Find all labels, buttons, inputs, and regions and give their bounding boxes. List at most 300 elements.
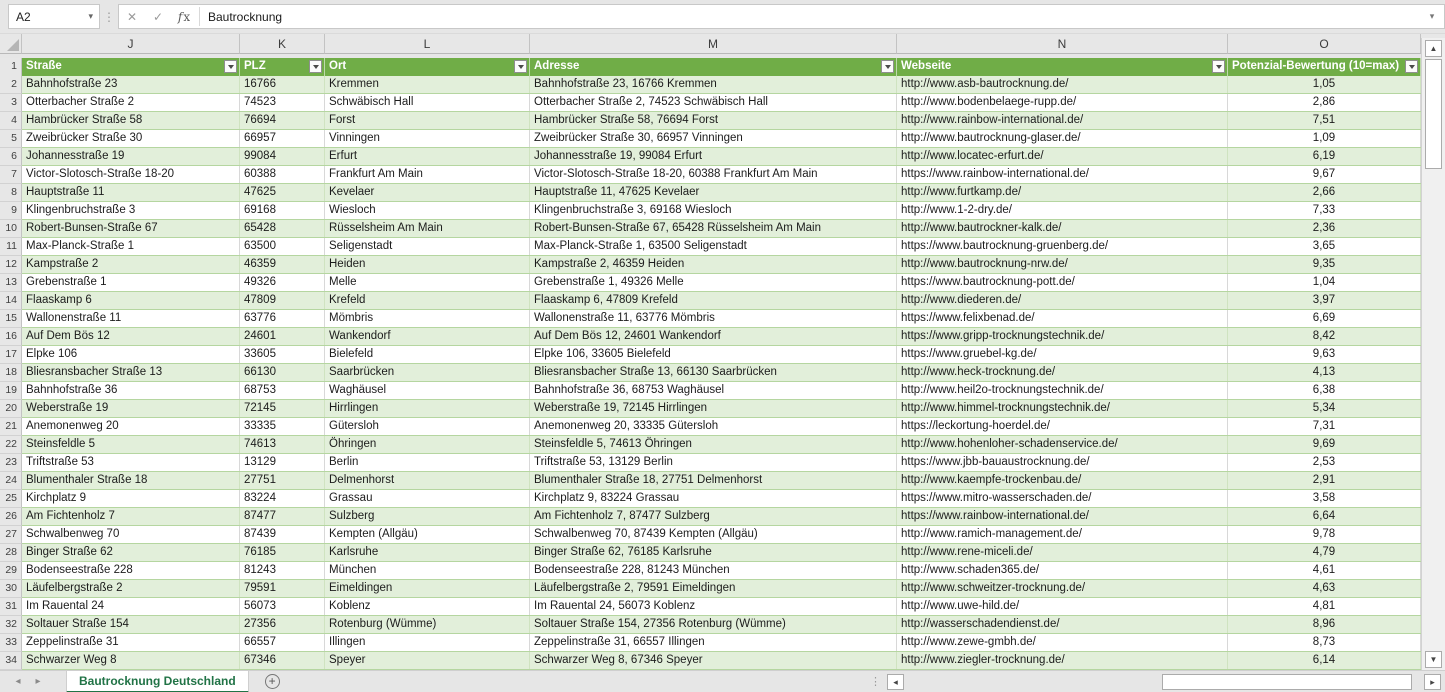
row-number[interactable]: 32: [0, 616, 22, 634]
cell-adresse[interactable]: Läufelbergstraße 2, 79591 Eimeldingen: [530, 580, 897, 597]
cell-webseite[interactable]: https://www.mitro-wasserschaden.de/: [897, 490, 1228, 507]
cell-ort[interactable]: Hirrlingen: [325, 400, 530, 417]
row-number[interactable]: 5: [0, 130, 22, 148]
h-scroll-track[interactable]: [906, 674, 1422, 690]
cell-strasse[interactable]: Klingenbruchstraße 3: [22, 202, 240, 219]
cell-rating[interactable]: 9,78: [1228, 526, 1421, 543]
column-header-L[interactable]: L: [325, 34, 530, 54]
cell-ort[interactable]: Illingen: [325, 634, 530, 651]
cell-rating[interactable]: 8,96: [1228, 616, 1421, 633]
cell-plz[interactable]: 13129: [240, 454, 325, 471]
cell-rating[interactable]: 4,79: [1228, 544, 1421, 561]
row-number[interactable]: 17: [0, 346, 22, 364]
row-number[interactable]: 26: [0, 508, 22, 526]
table-header-row: [0, 58, 1421, 76]
cell-adresse[interactable]: Wallonenstraße 11, 63776 Mömbris: [530, 310, 897, 327]
cell-webseite[interactable]: http://www.1-2-dry.de/: [897, 202, 1228, 219]
cell-strasse[interactable]: Auf Dem Bös 12: [22, 328, 240, 345]
cell-plz[interactable]: 27356: [240, 616, 325, 633]
cell-strasse[interactable]: Schwalbenweg 70: [22, 526, 240, 543]
cell-ort[interactable]: Kempten (Allgäu): [325, 526, 530, 543]
cell-ort[interactable]: Schwäbisch Hall: [325, 94, 530, 111]
cell-webseite[interactable]: https://www.gripp-trocknungstechnik.de/: [897, 328, 1228, 345]
cell-strasse[interactable]: Victor-Slotosch-Straße 18-20: [22, 166, 240, 183]
cell-strasse[interactable]: Flaaskamp 6: [22, 292, 240, 309]
cell-strasse[interactable]: Binger Straße 62: [22, 544, 240, 561]
name-box[interactable]: [8, 4, 100, 29]
header-cell-adresse[interactable]: [530, 58, 897, 76]
cell-webseite[interactable]: http://www.asb-bautrocknung.de/: [897, 76, 1228, 93]
v-scroll-thumb[interactable]: [1425, 59, 1442, 169]
table-row: [0, 544, 1421, 562]
cell-plz[interactable]: 49326: [240, 274, 325, 291]
cell-ort[interactable]: Forst: [325, 112, 530, 129]
cell-rating[interactable]: 6,69: [1228, 310, 1421, 327]
row-number[interactable]: 3: [0, 94, 22, 112]
row-number[interactable]: 1: [0, 58, 22, 77]
header-cell-ort[interactable]: [325, 58, 530, 76]
cell-strasse[interactable]: Hambrücker Straße 58: [22, 112, 240, 129]
cell-ort[interactable]: Vinningen: [325, 130, 530, 147]
vertical-scrollbar[interactable]: [1421, 38, 1445, 670]
cell-plz[interactable]: 24601: [240, 328, 325, 345]
cell-webseite[interactable]: http://www.himmel-trocknungstechnik.de/: [897, 400, 1228, 417]
cell-ort[interactable]: Öhringen: [325, 436, 530, 453]
cell-adresse[interactable]: Schwalbenweg 70, 87439 Kempten (Allgäu): [530, 526, 897, 543]
cell-rating[interactable]: 8,73: [1228, 634, 1421, 651]
table-row: [0, 490, 1421, 508]
row-number[interactable]: 21: [0, 418, 22, 436]
cell-plz[interactable]: 33605: [240, 346, 325, 363]
cell-strasse[interactable]: Wallonenstraße 11: [22, 310, 240, 327]
cell-rating[interactable]: 3,97: [1228, 292, 1421, 309]
row-number[interactable]: 30: [0, 580, 22, 598]
cell-rating[interactable]: 2,53: [1228, 454, 1421, 471]
cell-strasse[interactable]: Schwarzer Weg 8: [22, 652, 240, 669]
row-number[interactable]: 14: [0, 292, 22, 310]
filter-chevron-icon: [1409, 65, 1415, 69]
cell-adresse[interactable]: Blumenthaler Straße 18, 27751 Delmenhorst: [530, 472, 897, 489]
table-row: [0, 634, 1421, 652]
cell-rating[interactable]: 9,35: [1228, 256, 1421, 273]
cell-plz[interactable]: 76185: [240, 544, 325, 561]
cell-rating[interactable]: 7,51: [1228, 112, 1421, 129]
sheet-tab-active[interactable]: [66, 671, 249, 692]
cell-adresse[interactable]: Flaaskamp 6, 47809 Krefeld: [530, 292, 897, 309]
row-number[interactable]: 13: [0, 274, 22, 292]
cell-webseite[interactable]: http://www.schweitzer-trocknung.de/: [897, 580, 1228, 597]
cell-strasse[interactable]: Kirchplatz 9: [22, 490, 240, 507]
header-label: Webseite: [901, 60, 952, 72]
cell-strasse[interactable]: Zeppelinstraße 31: [22, 634, 240, 651]
cell-webseite[interactable]: https://www.jbb-bauaustrocknung.de/: [897, 454, 1228, 471]
filter-button-webseite[interactable]: [1212, 60, 1225, 73]
cell-strasse[interactable]: Bahnhofstraße 36: [22, 382, 240, 399]
cell-rating[interactable]: 2,66: [1228, 184, 1421, 201]
cell-rating[interactable]: 4,13: [1228, 364, 1421, 381]
table-row: [0, 256, 1421, 274]
table-row: [0, 454, 1421, 472]
cell-plz[interactable]: 65428: [240, 220, 325, 237]
cell-ort[interactable]: Rüsselsheim Am Main: [325, 220, 530, 237]
row-number[interactable]: 33: [0, 634, 22, 652]
cell-strasse[interactable]: Läufelbergstraße 2: [22, 580, 240, 597]
row-number[interactable]: 24: [0, 472, 22, 490]
cell-ort[interactable]: Grassau: [325, 490, 530, 507]
formula-bar-grip-icon[interactable]: ⋮: [103, 9, 115, 24]
cell-ort[interactable]: Rotenburg (Wümme): [325, 616, 530, 633]
cell-adresse[interactable]: Bahnhofstraße 23, 16766 Kremmen: [530, 76, 897, 93]
row-number[interactable]: 6: [0, 148, 22, 166]
cell-webseite[interactable]: http://www.kaempfe-trockenbau.de/: [897, 472, 1228, 489]
filter-button-ort[interactable]: [514, 60, 527, 73]
row-number[interactable]: 19: [0, 382, 22, 400]
row-number[interactable]: 25: [0, 490, 22, 508]
cell-ort[interactable]: Wankendorf: [325, 328, 530, 345]
row-number[interactable]: 31: [0, 598, 22, 616]
row-number[interactable]: 27: [0, 526, 22, 544]
cell-adresse[interactable]: Hambrücker Straße 58, 76694 Forst: [530, 112, 897, 129]
cell-adresse[interactable]: Bodenseestraße 228, 81243 München: [530, 562, 897, 579]
column-header-O[interactable]: O: [1228, 34, 1421, 54]
cell-strasse[interactable]: Weberstraße 19: [22, 400, 240, 417]
cell-adresse[interactable]: Otterbacher Straße 2, 74523 Schwäbisch Hall: [530, 94, 897, 111]
cell-adresse[interactable]: Bliesransbacher Straße 13, 66130 Saarbrücken: [530, 364, 897, 381]
cell-rating[interactable]: 2,86: [1228, 94, 1421, 111]
cell-webseite[interactable]: http://www.rene-miceli.de/: [897, 544, 1228, 561]
cell-plz[interactable]: 46359: [240, 256, 325, 273]
select-all-triangle-icon: [7, 39, 19, 51]
row-number[interactable]: 2: [0, 76, 22, 94]
cell-rating[interactable]: 6,19: [1228, 148, 1421, 165]
formula-input[interactable]: Bautrocknung: [208, 9, 283, 24]
cell-adresse[interactable]: Triftstraße 53, 13129 Berlin: [530, 454, 897, 471]
header-cell-webseite[interactable]: [897, 58, 1228, 76]
cell-plz[interactable]: 76694: [240, 112, 325, 129]
row-number[interactable]: 20: [0, 400, 22, 418]
cell-rating[interactable]: 1,05: [1228, 76, 1421, 93]
cell-rating[interactable]: 1,04: [1228, 274, 1421, 291]
cell-strasse[interactable]: Otterbacher Straße 2: [22, 94, 240, 111]
cell-rating[interactable]: 6,38: [1228, 382, 1421, 399]
cell-strasse[interactable]: Johannesstraße 19: [22, 148, 240, 165]
h-scroll-left-button[interactable]: ◂: [887, 674, 904, 690]
header-label: Straße: [26, 60, 62, 72]
h-scroll-right-button[interactable]: ▸: [1424, 674, 1441, 690]
cell-rating[interactable]: 8,42: [1228, 328, 1421, 345]
header-cell-strasse[interactable]: [22, 58, 240, 76]
cell-plz[interactable]: 83224: [240, 490, 325, 507]
cell-webseite[interactable]: https://www.bautrocknung-pott.de/: [897, 274, 1228, 291]
table-row: [0, 562, 1421, 580]
cell-rating[interactable]: 1,09: [1228, 130, 1421, 147]
filter-button-plz[interactable]: [309, 60, 322, 73]
cell-ort[interactable]: Koblenz: [325, 598, 530, 615]
enter-icon[interactable]: ✓: [152, 9, 164, 24]
cell-rating[interactable]: 6,64: [1228, 508, 1421, 525]
cell-plz[interactable]: 74613: [240, 436, 325, 453]
row-number[interactable]: 4: [0, 112, 22, 130]
cell-adresse[interactable]: Bahnhofstraße 36, 68753 Waghäusel: [530, 382, 897, 399]
cell-strasse[interactable]: Bahnhofstraße 23: [22, 76, 240, 93]
header-label: Ort: [329, 60, 347, 72]
cell-strasse[interactable]: Max-Planck-Straße 1: [22, 238, 240, 255]
cell-plz[interactable]: 47809: [240, 292, 325, 309]
cell-ort[interactable]: Krefeld: [325, 292, 530, 309]
cell-ort[interactable]: Eimeldingen: [325, 580, 530, 597]
header-cell-plz[interactable]: [240, 58, 325, 76]
cell-plz[interactable]: 99084: [240, 148, 325, 165]
cell-webseite[interactable]: http://www.rainbow-international.de/: [897, 112, 1228, 129]
cell-webseite[interactable]: http://www.diederen.de/: [897, 292, 1228, 309]
cell-webseite[interactable]: http://www.bautrocknung-nrw.de/: [897, 256, 1228, 273]
cell-adresse[interactable]: Klingenbruchstraße 3, 69168 Wiesloch: [530, 202, 897, 219]
cell-webseite[interactable]: https://www.felixbenad.de/: [897, 310, 1228, 327]
cell-strasse[interactable]: Triftstraße 53: [22, 454, 240, 471]
cell-rating[interactable]: 4,61: [1228, 562, 1421, 579]
cell-webseite[interactable]: https://www.bautrocknung-gruenberg.de/: [897, 238, 1228, 255]
cell-ort[interactable]: Berlin: [325, 454, 530, 471]
cell-strasse[interactable]: Soltauer Straße 154: [22, 616, 240, 633]
cell-ort[interactable]: Frankfurt Am Main: [325, 166, 530, 183]
row-number[interactable]: 29: [0, 562, 22, 580]
cell-strasse[interactable]: Im Rauental 24: [22, 598, 240, 615]
select-all-button[interactable]: [0, 34, 22, 54]
cell-rating[interactable]: 4,81: [1228, 598, 1421, 615]
sheet-tab-label: Bautrocknung Deutschland: [79, 673, 236, 688]
add-sheet-button[interactable]: +: [265, 674, 280, 689]
cell-adresse[interactable]: Zeppelinstraße 31, 66557 Illingen: [530, 634, 897, 651]
cell-plz[interactable]: 74523: [240, 94, 325, 111]
cell-ort[interactable]: Heiden: [325, 256, 530, 273]
table-row: [0, 580, 1421, 598]
scroll-down-button[interactable]: ▼: [1425, 651, 1442, 668]
cell-adresse[interactable]: Im Rauental 24, 56073 Koblenz: [530, 598, 897, 615]
table-row: [0, 94, 1421, 112]
cell-webseite[interactable]: http://www.heil2o-trocknungstechnik.de/: [897, 382, 1228, 399]
cell-strasse[interactable]: Zweibrücker Straße 30: [22, 130, 240, 147]
cell-ort[interactable]: Erfurt: [325, 148, 530, 165]
cell-rating[interactable]: 7,31: [1228, 418, 1421, 435]
cell-plz[interactable]: 63500: [240, 238, 325, 255]
cell-adresse[interactable]: Am Fichtenholz 7, 87477 Sulzberg: [530, 508, 897, 525]
cell-rating[interactable]: 9,67: [1228, 166, 1421, 183]
cell-plz[interactable]: 69168: [240, 202, 325, 219]
cell-ort[interactable]: Karlsruhe: [325, 544, 530, 561]
row-number[interactable]: 23: [0, 454, 22, 472]
cell-strasse[interactable]: Robert-Bunsen-Straße 67: [22, 220, 240, 237]
column-header-K[interactable]: K: [240, 34, 325, 54]
row-number[interactable]: 15: [0, 310, 22, 328]
column-header-J[interactable]: J: [22, 34, 240, 54]
cell-webseite[interactable]: http://www.bodenbelaege-rupp.de/: [897, 94, 1228, 111]
cell-ort[interactable]: Melle: [325, 274, 530, 291]
filter-button-adresse[interactable]: [881, 60, 894, 73]
cell-ort[interactable]: Mömbris: [325, 310, 530, 327]
cell-strasse[interactable]: Bliesransbacher Straße 13: [22, 364, 240, 381]
cell-ort[interactable]: Seligenstadt: [325, 238, 530, 255]
row-number[interactable]: 8: [0, 184, 22, 202]
row-number[interactable]: 22: [0, 436, 22, 454]
cell-adresse[interactable]: Robert-Bunsen-Straße 67, 65428 Rüsselsheim Am Main: [530, 220, 897, 237]
formula-divider: [199, 7, 200, 26]
cell-ort[interactable]: Kevelaer: [325, 184, 530, 201]
cell-strasse[interactable]: Anemonenweg 20: [22, 418, 240, 435]
name-box-chevron-icon[interactable]: ▾: [88, 11, 93, 21]
cell-ort[interactable]: Saarbrücken: [325, 364, 530, 381]
cell-strasse[interactable]: Hauptstraße 11: [22, 184, 240, 201]
cell-plz[interactable]: 33335: [240, 418, 325, 435]
column-header-N[interactable]: N: [897, 34, 1228, 54]
cell-plz[interactable]: 81243: [240, 562, 325, 579]
cell-adresse[interactable]: Max-Planck-Straße 1, 63500 Seligenstadt: [530, 238, 897, 255]
cell-plz[interactable]: 66957: [240, 130, 325, 147]
header-label: Adresse: [534, 60, 580, 72]
row-number[interactable]: 28: [0, 544, 22, 562]
h-scroll-thumb[interactable]: [1162, 674, 1412, 690]
cell-rating[interactable]: 9,63: [1228, 346, 1421, 363]
cell-rating[interactable]: 4,63: [1228, 580, 1421, 597]
cell-webseite[interactable]: http://www.hohenloher-schadenservice.de/: [897, 436, 1228, 453]
cell-strasse[interactable]: Am Fichtenholz 7: [22, 508, 240, 525]
cell-plz[interactable]: 79591: [240, 580, 325, 597]
cell-plz[interactable]: 66130: [240, 364, 325, 381]
cell-rating[interactable]: 6,14: [1228, 652, 1421, 669]
row-number[interactable]: 16: [0, 328, 22, 346]
row-number[interactable]: 11: [0, 238, 22, 256]
cell-plz[interactable]: 16766: [240, 76, 325, 93]
cell-plz[interactable]: 72145: [240, 400, 325, 417]
row-number[interactable]: 10: [0, 220, 22, 238]
sheet-nav-prev-button[interactable]: ◂: [15, 676, 21, 687]
cell-plz[interactable]: 63776: [240, 310, 325, 327]
cell-ort[interactable]: Waghäusel: [325, 382, 530, 399]
cell-webseite[interactable]: http://www.ziegler-trocknung.de/: [897, 652, 1228, 669]
cell-ort[interactable]: Wiesloch: [325, 202, 530, 219]
cell-strasse[interactable]: Grebenstraße 1: [22, 274, 240, 291]
row-number[interactable]: 9: [0, 202, 22, 220]
cell-adresse[interactable]: Zweibrücker Straße 30, 66957 Vinningen: [530, 130, 897, 147]
cell-webseite[interactable]: https://www.rainbow-international.de/: [897, 166, 1228, 183]
cell-webseite[interactable]: http://wasserschadendienst.de/: [897, 616, 1228, 633]
cell-plz[interactable]: 67346: [240, 652, 325, 669]
cell-adresse[interactable]: Soltauer Straße 154, 27356 Rotenburg (Wümme): [530, 616, 897, 633]
cell-strasse[interactable]: Kampstraße 2: [22, 256, 240, 273]
cell-plz[interactable]: 87439: [240, 526, 325, 543]
table-row: [0, 238, 1421, 256]
cell-adresse[interactable]: Binger Straße 62, 76185 Karlsruhe: [530, 544, 897, 561]
cell-adresse[interactable]: Elpke 106, 33605 Bielefeld: [530, 346, 897, 363]
table-row: [0, 166, 1421, 184]
top-chrome: [0, 0, 1445, 58]
cell-rating[interactable]: 2,91: [1228, 472, 1421, 489]
cell-plz[interactable]: 56073: [240, 598, 325, 615]
header-cell-rating[interactable]: [1228, 58, 1421, 76]
cell-adresse[interactable]: Johannesstraße 19, 99084 Erfurt: [530, 148, 897, 165]
table-row: [0, 400, 1421, 418]
cell-ort[interactable]: Sulzberg: [325, 508, 530, 525]
cell-webseite[interactable]: http://www.uwe-hild.de/: [897, 598, 1228, 615]
cell-plz[interactable]: 87477: [240, 508, 325, 525]
cell-ort[interactable]: München: [325, 562, 530, 579]
filter-button-strasse[interactable]: [224, 60, 237, 73]
cell-ort[interactable]: Kremmen: [325, 76, 530, 93]
column-header-M[interactable]: M: [530, 34, 897, 54]
cancel-icon[interactable]: ✕: [126, 9, 138, 24]
cell-webseite[interactable]: https://leckortung-hoerdel.de/: [897, 418, 1228, 435]
cell-adresse[interactable]: Grebenstraße 1, 49326 Melle: [530, 274, 897, 291]
cell-rating[interactable]: 5,34: [1228, 400, 1421, 417]
row-number[interactable]: 34: [0, 652, 22, 670]
cell-rating[interactable]: 3,58: [1228, 490, 1421, 507]
cell-adresse[interactable]: Kirchplatz 9, 83224 Grassau: [530, 490, 897, 507]
table-row: [0, 652, 1421, 670]
cell-adresse[interactable]: Victor-Slotosch-Straße 18-20, 60388 Frankfurt Am Main: [530, 166, 897, 183]
cell-ort[interactable]: Speyer: [325, 652, 530, 669]
cell-webseite[interactable]: https://www.gruebel-kg.de/: [897, 346, 1228, 363]
cell-plz[interactable]: 27751: [240, 472, 325, 489]
cell-rating[interactable]: 2,36: [1228, 220, 1421, 237]
cell-ort[interactable]: Gütersloh: [325, 418, 530, 435]
cell-webseite[interactable]: http://www.ramich-management.de/: [897, 526, 1228, 543]
cell-strasse[interactable]: Elpke 106: [22, 346, 240, 363]
cell-rating[interactable]: 3,65: [1228, 238, 1421, 255]
scrollbar-split-grip[interactable]: ⋮: [870, 676, 881, 688]
cell-strasse[interactable]: Blumenthaler Straße 18: [22, 472, 240, 489]
sheet-nav-next-button[interactable]: ▸: [35, 676, 41, 687]
cell-plz[interactable]: 60388: [240, 166, 325, 183]
table-row: [0, 364, 1421, 382]
cell-rating[interactable]: 7,33: [1228, 202, 1421, 219]
cell-adresse[interactable]: Kampstraße 2, 46359 Heiden: [530, 256, 897, 273]
cell-adresse[interactable]: Schwarzer Weg 8, 67346 Speyer: [530, 652, 897, 669]
filter-chevron-icon: [885, 65, 891, 69]
formula-bar-expand-icon[interactable]: ▾: [1429, 11, 1435, 21]
row-number[interactable]: 12: [0, 256, 22, 274]
cell-webseite[interactable]: https://www.rainbow-international.de/: [897, 508, 1228, 525]
cell-adresse[interactable]: Weberstraße 19, 72145 Hirrlingen: [530, 400, 897, 417]
cell-webseite[interactable]: http://www.locatec-erfurt.de/: [897, 148, 1228, 165]
cell-webseite[interactable]: http://www.schaden365.de/: [897, 562, 1228, 579]
cell-webseite[interactable]: http://www.bautrockner-kalk.de/: [897, 220, 1228, 237]
cell-adresse[interactable]: Hauptstraße 11, 47625 Kevelaer: [530, 184, 897, 201]
cell-webseite[interactable]: http://www.heck-trocknung.de/: [897, 364, 1228, 381]
row-number[interactable]: 18: [0, 364, 22, 382]
cell-strasse[interactable]: Bodenseestraße 228: [22, 562, 240, 579]
header-label: PLZ: [244, 60, 266, 72]
filter-button-rating[interactable]: [1405, 60, 1418, 73]
table-row: [0, 184, 1421, 202]
table-row: [0, 76, 1421, 94]
cell-adresse[interactable]: Anemonenweg 20, 33335 Gütersloh: [530, 418, 897, 435]
cell-webseite[interactable]: http://www.furtkamp.de/: [897, 184, 1228, 201]
scroll-up-button[interactable]: ▲: [1425, 40, 1442, 57]
cell-webseite[interactable]: http://www.zewe-gmbh.de/: [897, 634, 1228, 651]
cell-plz[interactable]: 66557: [240, 634, 325, 651]
row-number[interactable]: 7: [0, 166, 22, 184]
cell-adresse[interactable]: Auf Dem Bös 12, 24601 Wankendorf: [530, 328, 897, 345]
cell-adresse[interactable]: Steinsfeldle 5, 74613 Öhringen: [530, 436, 897, 453]
cell-ort[interactable]: Delmenhorst: [325, 472, 530, 489]
cell-plz[interactable]: 47625: [240, 184, 325, 201]
cell-webseite[interactable]: http://www.bautrocknung-glaser.de/: [897, 130, 1228, 147]
cell-ort[interactable]: Bielefeld: [325, 346, 530, 363]
table-row: [0, 328, 1421, 346]
cell-strasse[interactable]: Steinsfeldle 5: [22, 436, 240, 453]
insert-function-icon[interactable]: fx: [177, 9, 191, 24]
cell-plz[interactable]: 68753: [240, 382, 325, 399]
cell-rating[interactable]: 9,69: [1228, 436, 1421, 453]
